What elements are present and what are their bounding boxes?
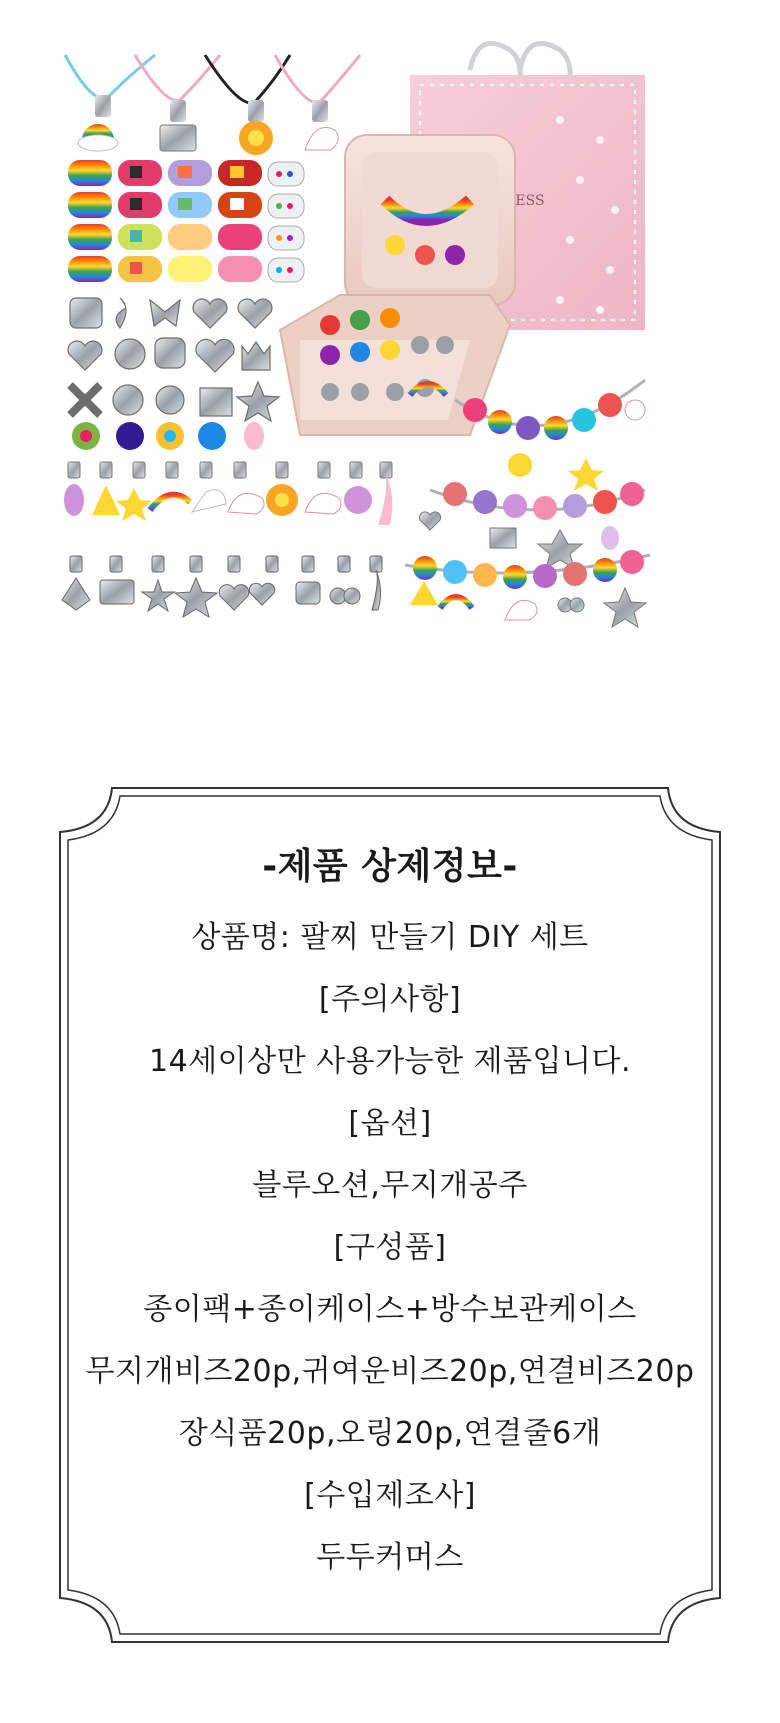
product-image bbox=[0, 0, 780, 720]
product-illustration bbox=[0, 0, 780, 720]
bracelet-3 bbox=[405, 550, 650, 627]
enamel-charms bbox=[72, 422, 264, 450]
components-line-1: 종이팩+종이케이스+방수보관케이스 bbox=[143, 1292, 637, 1327]
jewelry-case bbox=[280, 135, 515, 435]
option-header: [옵션] bbox=[348, 1106, 432, 1141]
bead-grid bbox=[68, 160, 304, 282]
dangle-row-1 bbox=[64, 462, 392, 525]
product-info-box bbox=[52, 780, 728, 1650]
caution-header: [주의사항] bbox=[318, 982, 462, 1017]
components-line-3: 장식품20p,오링20p,연결줄6개 bbox=[178, 1416, 602, 1451]
bracelet-2 bbox=[419, 482, 645, 568]
bag-brand-text: ESS bbox=[515, 193, 545, 209]
silver-charms bbox=[68, 298, 279, 421]
components-line-2: 무지개비즈20p,귀여운비즈20p,연결비즈20p bbox=[85, 1354, 695, 1389]
dangle-row-2 bbox=[62, 556, 382, 617]
components-header: [구성품] bbox=[333, 1230, 447, 1265]
maker-header: [수입제조사] bbox=[304, 1478, 476, 1513]
option-text: 블루오션,무지개공주 bbox=[252, 1168, 528, 1203]
product-name: 상품명: 팔찌 만들기 DIY 세트 bbox=[191, 920, 589, 955]
necklace-pendants bbox=[78, 95, 338, 155]
caution-text: 14세이상만 사용가능한 제품입니다. bbox=[148, 1044, 631, 1079]
maker-name: 두두커머스 bbox=[316, 1540, 464, 1575]
info-title: -제품 상제정보- bbox=[262, 846, 518, 887]
